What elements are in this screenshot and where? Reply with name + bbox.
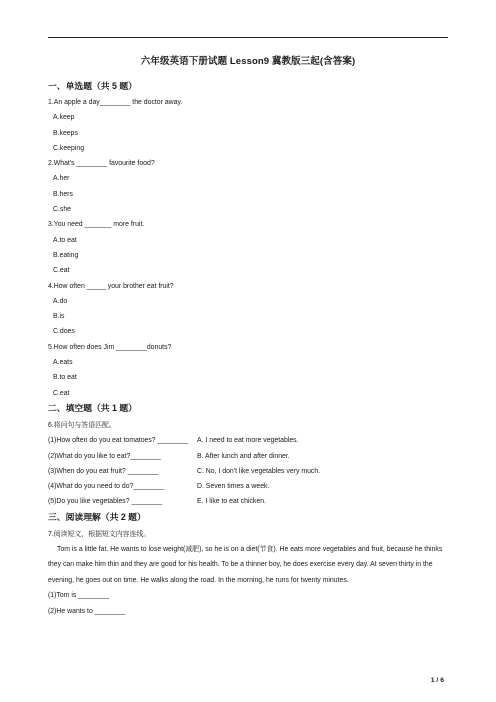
option-b: B.hers (53, 190, 73, 198)
option-c: C.does (53, 328, 75, 336)
reading-item: (2)He wants to ________ (48, 607, 126, 615)
match-pair (48, 479, 448, 494)
question-stem: 4.How often _____ your brother eat fruit? (48, 282, 174, 290)
option-c: C.eat (53, 267, 70, 275)
question-1 (48, 95, 448, 156)
match-pair (48, 433, 448, 448)
match-question: (2)What do you like to eat?________ (48, 452, 162, 460)
match-answer: D. Seven times a week. (197, 483, 270, 491)
match-answer: E. I like to eat chicken. (197, 498, 266, 506)
option-a: A.eats (53, 359, 73, 367)
page-number: 1 / 6 (430, 677, 444, 684)
question-stem: 2.What's ________ favourite food? (48, 160, 155, 168)
question-5 (48, 340, 448, 401)
option-a: A.do (53, 297, 68, 305)
question-2 (48, 156, 448, 217)
match-answer: C. No, I don't like vegetables very much. (197, 467, 321, 475)
reading-item: (1)Tom is ________ (48, 592, 109, 600)
match-pair (48, 464, 448, 479)
match-answer: A. I need to eat more vegetables. (197, 437, 299, 445)
option-c: C.keeping (53, 144, 85, 152)
option-c: C.eat (53, 389, 70, 397)
question-4 (48, 279, 448, 340)
match-answer: B. After lunch and after dinner. (197, 452, 290, 460)
match-question: (4)What do you need to do?________ (48, 483, 165, 491)
option-c: C.she (53, 206, 72, 214)
match-pair (48, 494, 448, 509)
option-a: A.her (53, 175, 70, 183)
section-heading-fill-blank: 二、填空题（共 1 题） (48, 402, 137, 413)
single-choice-questions (48, 95, 448, 401)
option-a: A.keep (53, 114, 75, 122)
section-heading-reading: 三、阅读理解（共 2 题） (48, 511, 146, 522)
matching-question (48, 418, 448, 510)
document-body (48, 79, 448, 619)
option-b: B.keeps (53, 129, 78, 137)
question-3 (48, 217, 448, 278)
question-stem: 6.将问句与答语匹配。 (48, 421, 116, 429)
match-question: (1)How often do you eat tomatoes? ________ (48, 437, 189, 445)
reading-passage: Tom is a little fat. He wants to lose weight(减肥), so he is on a diet(节食). He eats more vegetables and fruit, because he thinks they can make him thin and they are good for his health. To be a thinner boy, he does exercise every day. At seven thirty in the evening, he goes out on time. He walks along the road. In the morning, he runs for twenty minutes. (48, 546, 443, 584)
option-a: A.to eat (53, 236, 77, 244)
reading-question (48, 527, 448, 619)
option-b: B.to eat (53, 374, 77, 382)
section-heading-single-choice: 一、单选题（共 5 题） (48, 81, 137, 91)
question-stem: 5.How often does Jim ________donuts? (48, 343, 172, 351)
question-stem: 3.You need _______ more fruit. (48, 221, 145, 229)
option-b: B.is (53, 313, 65, 321)
match-pair (48, 449, 448, 464)
question-stem: 1.An apple a day________ the doctor away. (48, 99, 183, 106)
match-question: (3)When do you eat fruit? ________ (48, 467, 159, 475)
header-rule (48, 37, 448, 38)
page-title: 六年级英语下册试题 Lesson9 冀教版三起(含答案) (140, 56, 356, 67)
option-b: B.eating (53, 251, 79, 259)
question-stem: 7.阅读短文，根据短文内容连线。 (48, 530, 151, 538)
match-question: (5)Do you like vegetables? ________ (48, 498, 163, 506)
